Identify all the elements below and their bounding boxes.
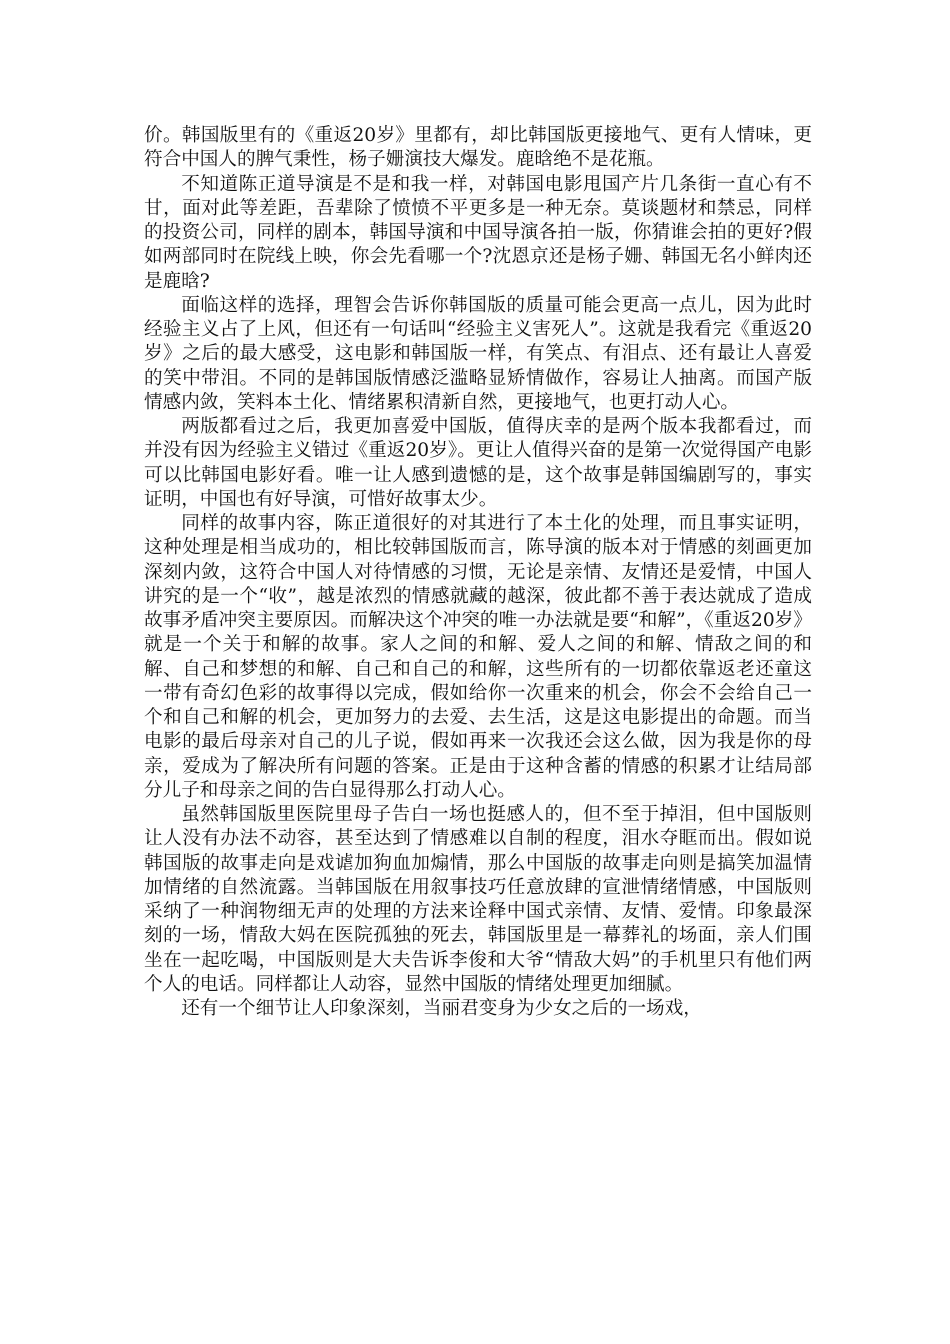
paragraph-7: 还有一个细节让人印象深刻，当丽君变身为少女之后的一场戏， — [181, 998, 702, 1019]
paragraph-3: 面临这样的选择，理智会告诉你韩国版的质量可能会更高一点儿，因为此时经验主义占了上风，但还有一句话叫“经验主义害死人”。这就是我看完《重返20岁》之后的最大感受，这电影和韩国版一样，有笑点、有泪点、还有最让人喜爱的笑中带泪。不同的是韩国版情感泛滥略显矫情做作，容易让人抽离。而国产版情感内敛，笑料本土化、情绪累积清新自然，更接地气，也更打动人心。 — [144, 294, 812, 413]
paragraph-4: 两版都看过之后，我更加喜爱中国版，值得庆幸的是两个版本我都看过，而并没有因为经验主义错过《重返20岁》。更让人值得兴奋的是第一次觉得国产电影可以比韩国电影好看。唯一让人感到遗憾的是，这个故事是韩国编剧写的，事实证明，中国也有好导演，可惜好故事太少。 — [144, 416, 812, 510]
paragraph-2: 不知道陈正道导演是不是和我一样，对韩国电影甩国产片几条街一直心有不甘，面对此等差距，吾辈除了愤愤不平更多是一种无奈。莫谈题材和禁忌，同样的投资公司，同样的剧本，韩国导演和中国导演各拍一版，你猜谁会拍的更好?假如两部同时在院线上映，你会先看哪一个?沈恩京还是杨子姗、韩国无名小鲜肉还是鹿晗? — [144, 173, 812, 292]
paragraph-6: 虽然韩国版里医院里母子告白一场也挺感人的，但不至于掉泪，但中国版则让人没有办法不动容，甚至达到了情感难以自制的程度，泪水夺眶而出。假如说韩国版的故事走向是戏谑加狗血加煽情，那么中国版的故事走向则是搞笑加温情加情绪的自然流露。当韩国版在用叙事技巧任意放肆的宣泄情绪情感，中国版则采纳了一种润物细无声的处理的方法来诠释中国式亲情、友情、爱情。印象最深刻的一场，情敌大妈在医院孤独的死去，韩国版里是一幕葬礼的场面，亲人们围坐在一起吃喝，中国版则是大夫告诉李俊和大爷“情敌大妈”的手机里只有他们两个人的电话。同样都让人动容，显然中国版的情绪处理更加细腻。 — [144, 804, 812, 995]
article-body — [144, 124, 812, 1021]
paragraph-5: 同样的故事内容，陈正道很好的对其进行了本土化的处理，而且事实证明，这种处理是相当成功的，相比较韩国版而言，陈导演的版本对于情感的刻画更加深刻内敛，这符合中国人对待情感的习惯，无论是亲情、友情还是爱情，中国人讲究的是一个“收”，越是浓烈的情感就藏的越深，彼此都不善于表达就成了造成故事矛盾冲突主要原因。而解决这个冲突的唯一办法就是要“和解”，《重返20岁》就是一个关于和解的故事。家人之间的和解、爱人之间的和解、情敌之间的和解、自己和梦想的和解、自己和自己的和解，这些所有的一切都依靠返老还童这一带有奇幻色彩的故事得以完成，假如给你一次重来的机会，你会不会给自己一个和自己和解的机会，更加努力的去爱、去生活，这是这电影提出的命题。而当电影的最后母亲对自己的儿子说，假如再来一次我还会这么做，因为我是你的母亲，爱成为了解决所有问题的答案。正是由于这种含蓄的情感的积累才让结局部分儿子和母亲之间的告白显得那么打动人心。 — [144, 513, 812, 801]
paragraph-1: 价。韩国版里有的《重返20岁》里都有，却比韩国版更接地气、更有人情味，更符合中国人的脾气秉性，杨子姗演技大爆发。鹿晗绝不是花瓶。 — [144, 125, 812, 171]
